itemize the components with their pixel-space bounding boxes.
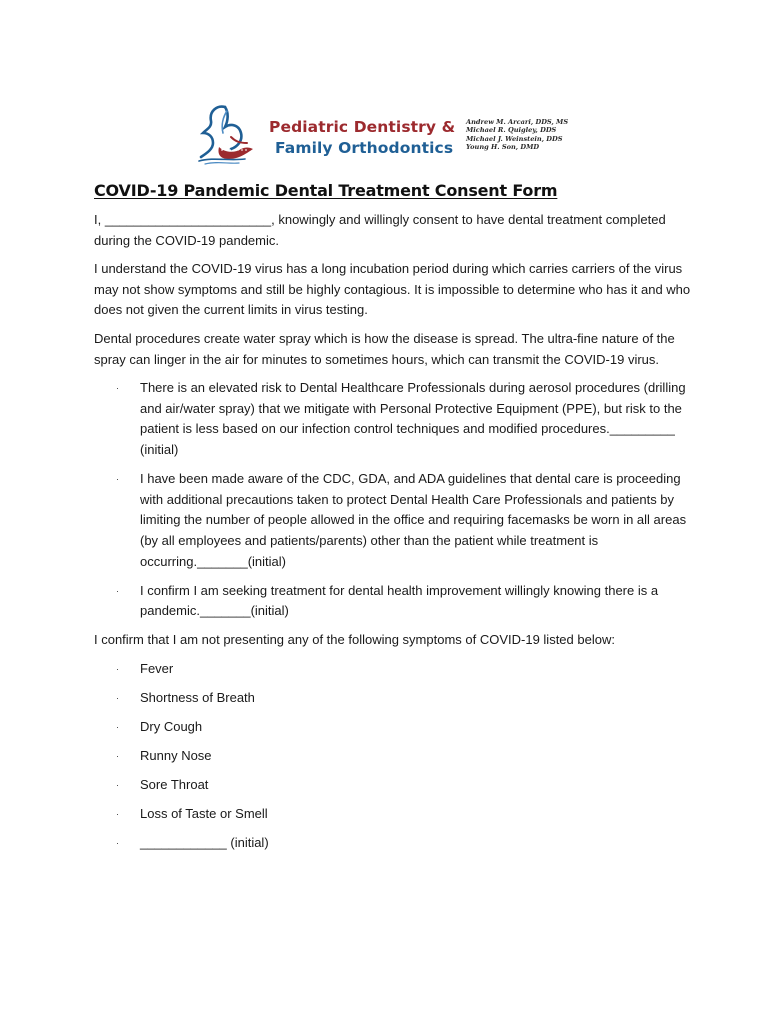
list-item bbox=[94, 581, 694, 622]
list-item bbox=[94, 833, 694, 854]
bullet-icon: · bbox=[116, 808, 119, 819]
spray-paragraph: Dental procedures create water spray which is how the disease is spread. The ultra-fine nature of the spray can linger in the air for minutes to sometimes hours, which can transmit the COVID-19 virus. bbox=[94, 330, 675, 367]
bullet-icon: · bbox=[116, 693, 119, 704]
bullet-icon: · bbox=[116, 780, 119, 790]
incubation-paragraph: I understand the COVID-19 virus has a long incubation period during which carries carriers of the virus may not show symptoms and still be highly contagious. It is impossible to determine who has it and who does not given the current limits in virus testing. bbox=[94, 261, 691, 318]
doctor-name: Michael R. Quigley, DDS bbox=[466, 126, 557, 135]
list-item bbox=[94, 717, 694, 738]
bullet-icon: · bbox=[116, 664, 119, 675]
risk-acknowledgement-list bbox=[94, 378, 694, 622]
bullet-icon: · bbox=[116, 474, 119, 485]
practice-name bbox=[269, 117, 455, 159]
practice-name-line-1: Pediatric Dentistry & bbox=[269, 118, 456, 136]
symptoms-intro: I confirm that I am not presenting any of the following symptoms of COVID-19 listed below: bbox=[94, 632, 615, 648]
doctor-list bbox=[466, 118, 568, 152]
symptom-text: Shortness of Breath bbox=[140, 690, 255, 706]
doctor-name: Andrew M. Arcari, DDS, MS bbox=[466, 118, 569, 126]
list-item bbox=[94, 804, 694, 825]
symptom-text: Runny Nose bbox=[140, 748, 212, 764]
symptom-text: Loss of Taste or Smell bbox=[140, 805, 268, 821]
bullet-icon: · bbox=[116, 383, 119, 394]
bullet-icon: · bbox=[116, 585, 119, 596]
letterhead bbox=[195, 103, 569, 165]
symptom-text: Dry Cough bbox=[140, 719, 203, 735]
list-item-text: I have been made aware of the CDC, GDA, and ADA guidelines that dental care is proceeding with additional precautions taken to protect Dental Health Care Professionals and patients by limiting the number of people allowed in the office and requiring facemasks be worn in all areas (by all employees and patients/parents) other than the patient while treatment is occurring._______(initial) bbox=[140, 471, 687, 569]
symptom-list bbox=[94, 659, 694, 854]
consent-paragraph: I, _______________________, knowingly and willingly consent to have dental treatment completed during the COVID-19 pandemic. bbox=[94, 212, 666, 248]
list-item bbox=[94, 659, 694, 680]
doctor-name: Young H. Son, DMD bbox=[466, 143, 540, 152]
list-item bbox=[94, 378, 694, 460]
symptom-text: Fever bbox=[140, 661, 174, 677]
list-item bbox=[94, 469, 694, 572]
bullet-icon: · bbox=[116, 722, 119, 733]
page-title: COVID-19 Pandemic Dental Treatment Consent Form bbox=[94, 181, 558, 200]
list-item-text: I confirm I am seeking treatment for dental health improvement willingly knowing there is a pandemic._______(initial) bbox=[140, 582, 659, 619]
list-item-text: There is an elevated risk to Dental Healthcare Professionals during aerosol procedures (drilling and air/water spray) that we mitigate with Personal Protective Equipment (PPE), but risk to the patient is less based on our infection control techniques and modified procedures._________ (initial) bbox=[140, 380, 686, 457]
list-item bbox=[94, 746, 694, 767]
list-item bbox=[94, 688, 694, 709]
practice-name-line-2: Family Orthodontics bbox=[275, 139, 454, 157]
symptom-text: Sore Throat bbox=[140, 777, 209, 792]
form-body bbox=[94, 180, 694, 862]
symptom-initial-line: ____________ (initial) bbox=[140, 834, 269, 850]
list-item bbox=[94, 775, 694, 796]
bullet-icon: · bbox=[116, 751, 119, 762]
doctor-name: Michael J. Weinstein, DDS bbox=[466, 134, 563, 143]
bullet-icon: · bbox=[116, 837, 119, 848]
tooth-logo-icon bbox=[195, 103, 259, 165]
